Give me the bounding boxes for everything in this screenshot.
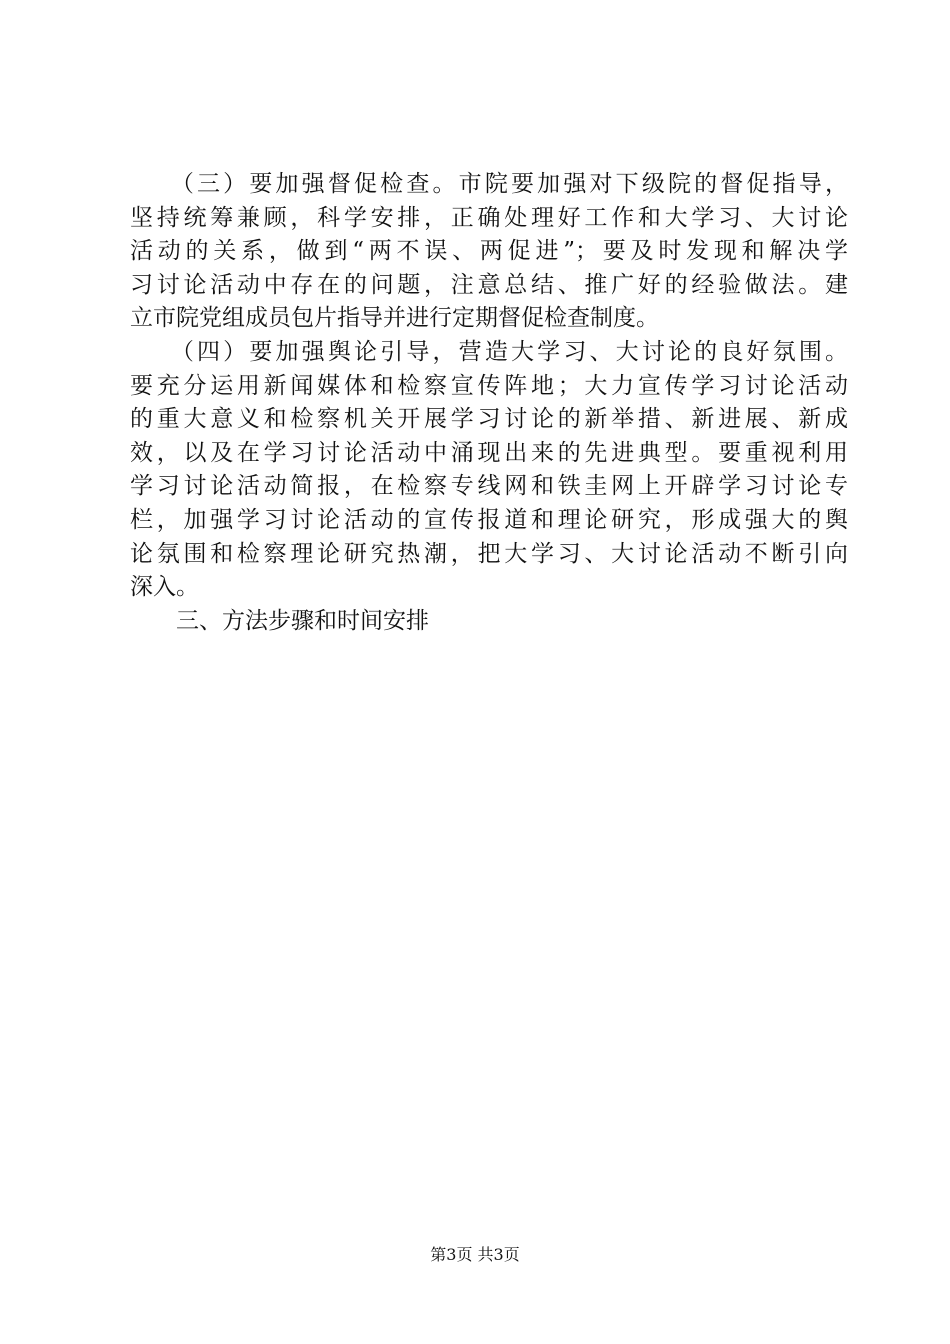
text-line: 习讨论活动中存在的问题，注意总结、推广好的经验做法。建 — [130, 271, 848, 298]
page-number-label: 第3页 共3页 — [430, 1245, 520, 1264]
page-footer — [0, 1244, 950, 1266]
section-heading-methods — [130, 605, 848, 639]
text-line: （三）要加强督促检查。市院要加强对下级院的督促指导， — [130, 171, 848, 197]
text-line: 的重大意义和检察机关开展学习讨论的新举措、新进展、新成 — [130, 406, 848, 433]
document-body — [130, 168, 848, 638]
text-line: 效，以及在学习讨论活动中涌现出来的先进典型。要重视利用 — [130, 439, 848, 466]
text-line: 要充分运用新闻媒体和检察宣传阵地；大力宣传学习讨论活动 — [130, 372, 848, 399]
text-line: 论氛围和检察理论研究热潮，把大学习、大讨论活动不断引向 — [130, 540, 848, 567]
paragraph-supervision — [130, 168, 848, 336]
paragraph-public-opinion — [130, 336, 848, 605]
text-line: 栏，加强学习讨论活动的宣传报道和理论研究，形成强大的舆 — [130, 506, 848, 533]
text-line: 活动的关系，做到“两不误、两促进”；要及时发现和解决学 — [130, 238, 848, 265]
text-line: 深入。 — [130, 574, 199, 601]
text-line: 坚持统筹兼顾，科学安排，正确处理好工作和大学习、大讨论 — [130, 204, 848, 231]
text-line: 立市院党组成员包片指导并进行定期督促检查制度。 — [130, 305, 659, 332]
text-line: （四）要加强舆论引导，营造大学习、大讨论的良好氛围。 — [130, 338, 848, 365]
text-line: 学习讨论活动简报，在检察专线网和铁圭网上开辟学习讨论专 — [130, 473, 848, 500]
section-heading-text: 三、方法步骤和时间安排 — [130, 607, 429, 634]
